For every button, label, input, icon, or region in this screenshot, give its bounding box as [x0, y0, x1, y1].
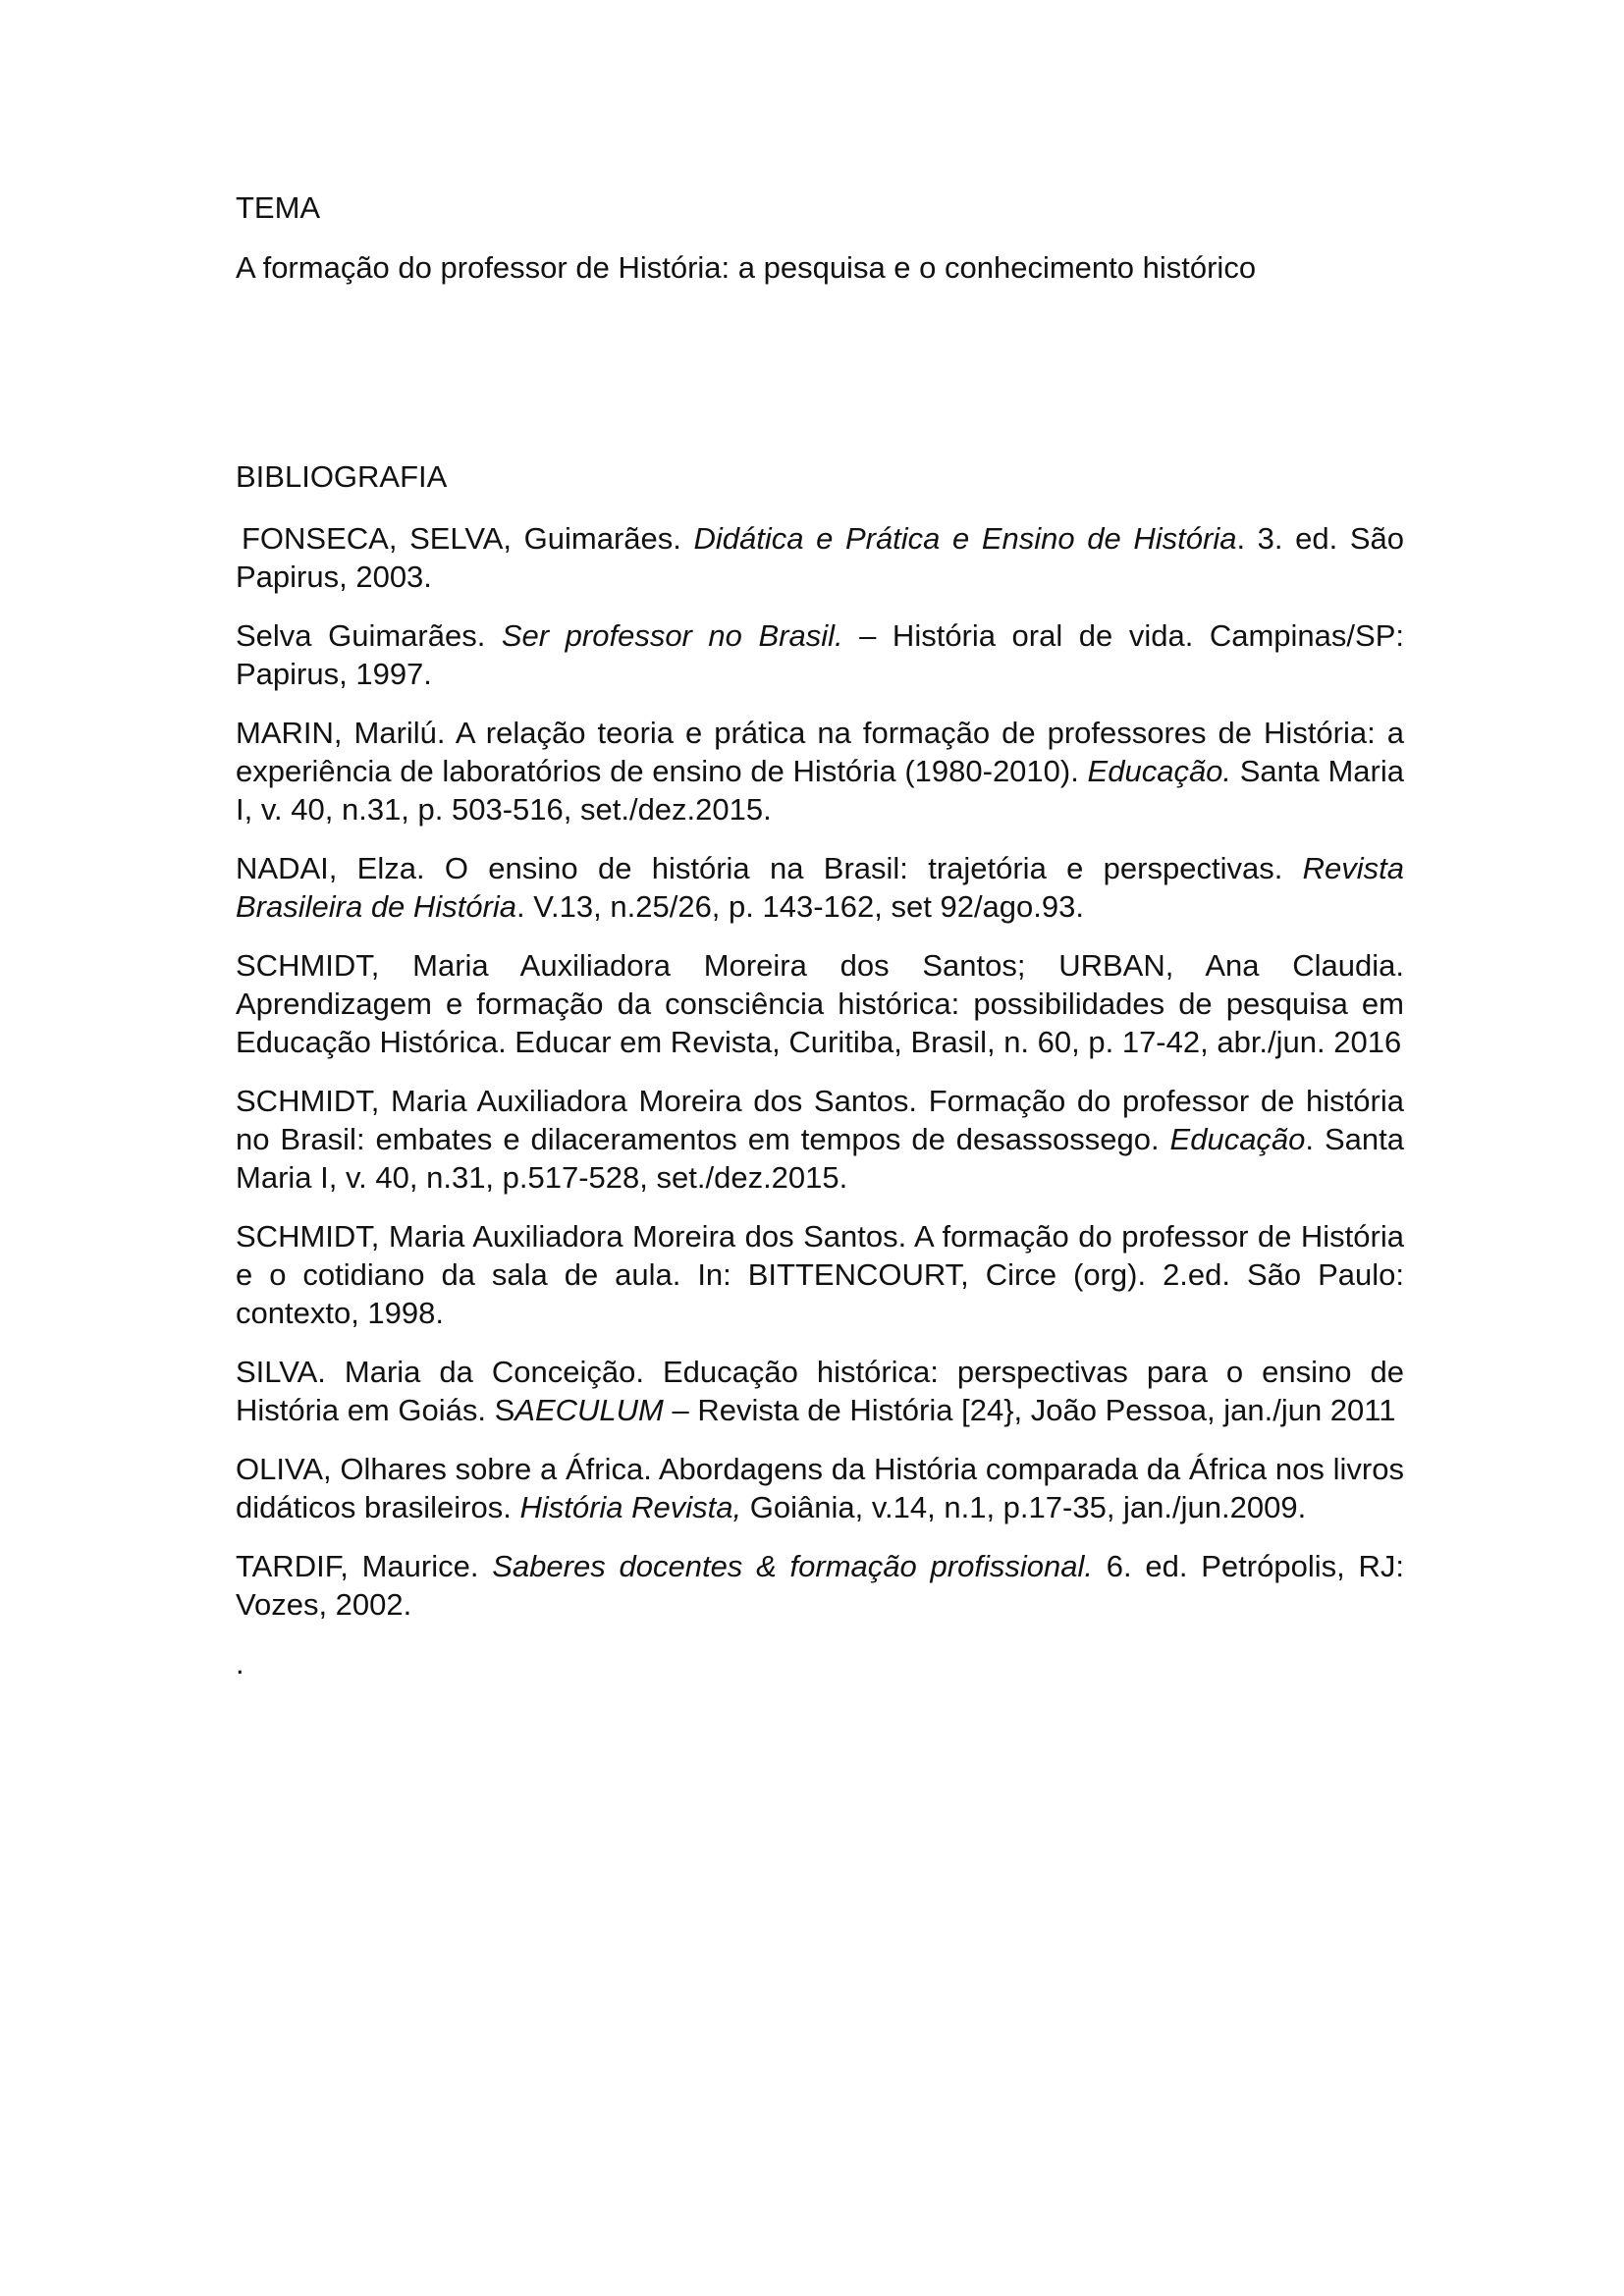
reference-text: SCHMIDT, Maria Auxiliadora Moreira dos Santos. Formação do professor de história no Brasil: embates e dilaceramentos em tempos de desassossego. [236, 1084, 1404, 1156]
reference-entry [236, 1547, 1404, 1624]
reference-text: FONSECA, SELVA, Guimarães. [242, 521, 694, 556]
reference-entry [236, 1353, 1404, 1429]
reference-text: SCHMIDT, Maria Auxiliadora Moreira dos Santos; URBAN, Ana Claudia. Aprendizagem e formação da consciência histórica: possibilidades de pesquisa em Educação Histórica. Educar em Revista, Curitiba, Brasil, n. 60, p. 17-42, abr./jun. 2016 [236, 948, 1404, 1059]
end-mark: . [236, 1646, 244, 1681]
reference-text: NADAI, Elza. O ensino de história na Brasil: trajetória e perspectivas. [236, 851, 1303, 885]
reference-text: OLIVA, Olhares sobre a África. Abordagens da História comparada da África nos livros didáticos brasileiros. [236, 1452, 1404, 1524]
reference-text: Santa Maria I, v. 40, n.31, p. 503-516, set./dez.2015. [236, 754, 1404, 827]
reference-entry [236, 849, 1404, 926]
reference-italic-text: Didática e Prática e Ensino de História [693, 521, 1237, 556]
reference-text: SCHMIDT, Maria Auxiliadora Moreira dos Santos. A formação do professor de História e o cotidiano da sala de aula. In: BITTENCOURT, Circe (org). 2.ed. São Paulo: contexto, 1998. [236, 1219, 1404, 1330]
reference-text: TARDIF, Maurice. [236, 1549, 493, 1583]
document-content [236, 188, 1404, 1682]
tema-heading: TEMA [236, 190, 321, 225]
reference-text: – História oral de vida. Campinas/SP: Papirus, 1997. [236, 618, 1404, 691]
reference-entry [236, 519, 1404, 596]
reference-italic-text: Educação [1169, 1122, 1306, 1156]
reference-list [236, 519, 1404, 1624]
reference-italic-text: História Revista, [519, 1490, 742, 1524]
reference-text: 6. ed. Petrópolis, RJ: Vozes, 2002. [236, 1549, 1404, 1622]
reference-text: Goiânia, v.14, n.1, p.17-35, jan./jun.2009. [741, 1490, 1307, 1524]
reference-entry [236, 1450, 1404, 1526]
reference-entry [236, 1217, 1404, 1332]
tema-text: A formação do professor de História: a pesquisa e o conhecimento histórico [236, 250, 1257, 285]
reference-entry [236, 714, 1404, 828]
reference-entry [236, 616, 1404, 693]
reference-text: SILVA. Maria da Conceição. Educação histórica: perspectivas para o ensino de História em Goiás. S [236, 1355, 1404, 1427]
reference-text: MARIN, Marilú. A relação teoria e prática na formação de professores de História: a experiência de laboratórios de ensino de História (1980-2010). [236, 716, 1404, 788]
reference-text: . Santa Maria I, v. 40, n.31, p.517-528, set./dez.2015. [236, 1122, 1404, 1195]
reference-entry [236, 1082, 1404, 1197]
reference-italic-text: Saberes docentes & formação profissional. [492, 1549, 1093, 1583]
bibliografia-heading: BIBLIOGRAFIA [236, 459, 448, 494]
reference-text: . V.13, n.25/26, p. 143-162, set 92/ago.93. [516, 889, 1084, 924]
reference-entry [236, 946, 1404, 1061]
reference-text: . 3. ed. São Papirus, 2003. [236, 521, 1404, 594]
reference-text: – Revista de História [24}, João Pessoa, jan./jun 2011 [663, 1393, 1396, 1427]
reference-italic-text: Ser professor no Brasil. [501, 618, 843, 653]
reference-italic-text: Revista Brasileira de História [236, 851, 1404, 924]
reference-text: Selva Guimarães. [236, 618, 502, 653]
reference-italic-text: Educação. [1087, 754, 1232, 788]
reference-italic-text: AECULUM [514, 1393, 664, 1427]
